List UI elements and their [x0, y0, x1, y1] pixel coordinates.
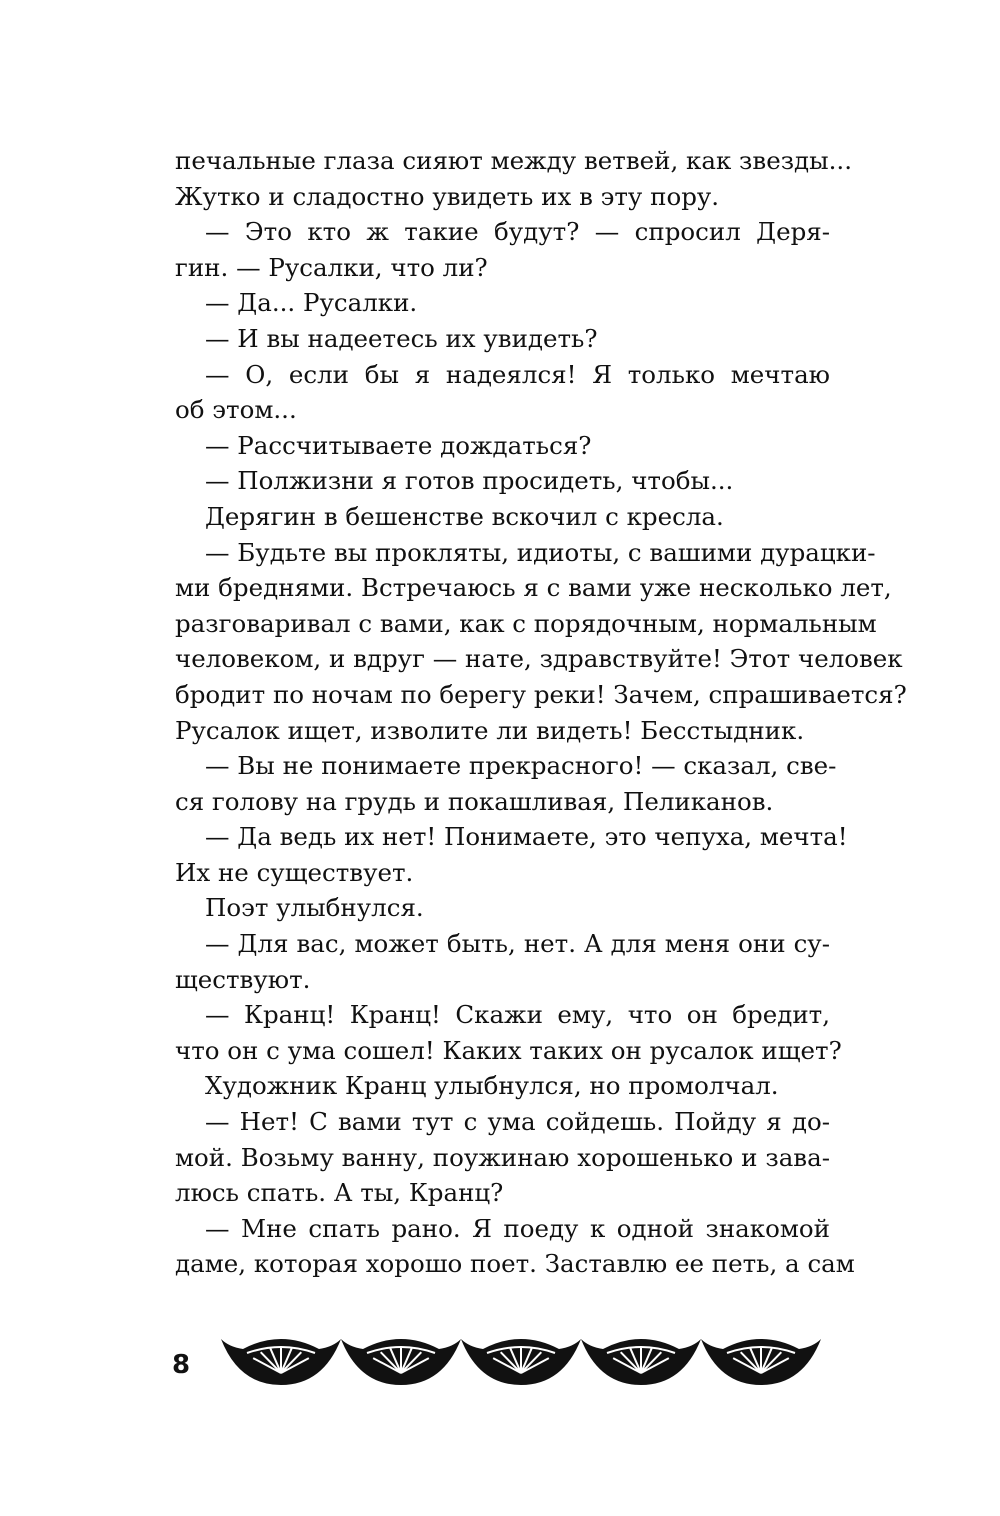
text-line: человеком, и вдруг — нате, здравствуйте! Этот человек: [175, 644, 903, 674]
text-line: люсь спать. А ты, Кранц?: [175, 1178, 504, 1208]
text-line: что он с ума сошел! Каких таких он русалок ищет?: [175, 1035, 842, 1065]
text-line: гин. — Русалки, что ли?: [175, 252, 488, 282]
text-line: — Полжизни я готов просидеть, чтобы...: [205, 466, 734, 496]
text-line: об этом...: [175, 395, 297, 425]
text-line: — Рассчитываете дождаться?: [205, 430, 592, 460]
page-number: 8: [172, 1350, 191, 1380]
text-line: — Это кто ж такие будут? — спросил Деря-: [205, 217, 830, 247]
text-line: Жутко и сладостно увидеть их в эту пору.: [175, 181, 720, 211]
text-line: Дерягин в бешенстве вскочил с кресла.: [205, 501, 724, 531]
text-line: — И вы надеетесь их увидеть?: [205, 323, 598, 353]
text-line: — Мне спать рано. Я поеду к одной знакомой: [205, 1213, 830, 1243]
text-line: Их не существует.: [175, 857, 414, 887]
text-line: разговаривал с вами, как с порядочным, нормальным: [175, 608, 877, 638]
text-line: мой. Возьму ванну, поужинаю хорошенько и зава-: [175, 1142, 830, 1172]
text-line: — Нет! С вами тут с ума сойдешь. Пойду я до-: [205, 1107, 830, 1137]
text-line: — Для вас, может быть, нет. А для меня они су-: [205, 929, 830, 959]
text-line: Поэт улыбнулся.: [205, 893, 424, 923]
body-text: [175, 143, 907, 1282]
text-line: Русалок ищет, изволите ли видеть! Бесстыдник.: [175, 715, 805, 745]
text-line: ми бреднями. Встречаюсь я с вами уже несколько лет,: [175, 573, 892, 603]
text-line: даме, которая хорошо поет. Заставлю ее петь, а сам: [175, 1249, 855, 1279]
text-line: Художник Кранц улыбнулся, но промолчал.: [205, 1071, 779, 1101]
boat-wave-ornament-icon: [215, 1325, 827, 1403]
text-line: — О, если бы я надеялся! Я только мечтаю: [205, 359, 830, 389]
text-line: ществуют.: [175, 964, 311, 994]
text-line: бродит по ночам по берегу реки! Зачем, спрашивается?: [175, 679, 907, 709]
text-line: печальные глаза сияют между ветвей, как звезды...: [175, 146, 853, 175]
text-line: — Да ведь их нет! Понимаете, это чепуха, мечта!: [205, 822, 848, 852]
text-line: — Будьте вы прокляты, идиоты, с вашими дурацки-: [205, 537, 876, 567]
text-line: — Кранц! Кранц! Скажи ему, что он бредит,: [205, 1000, 830, 1030]
text-line: — Да... Русалки.: [205, 288, 418, 318]
text-line: — Вы не понимаете прекрасного! — сказал, све-: [205, 751, 837, 781]
text-line: ся голову на грудь и покашливая, Пеликанов.: [175, 786, 774, 816]
